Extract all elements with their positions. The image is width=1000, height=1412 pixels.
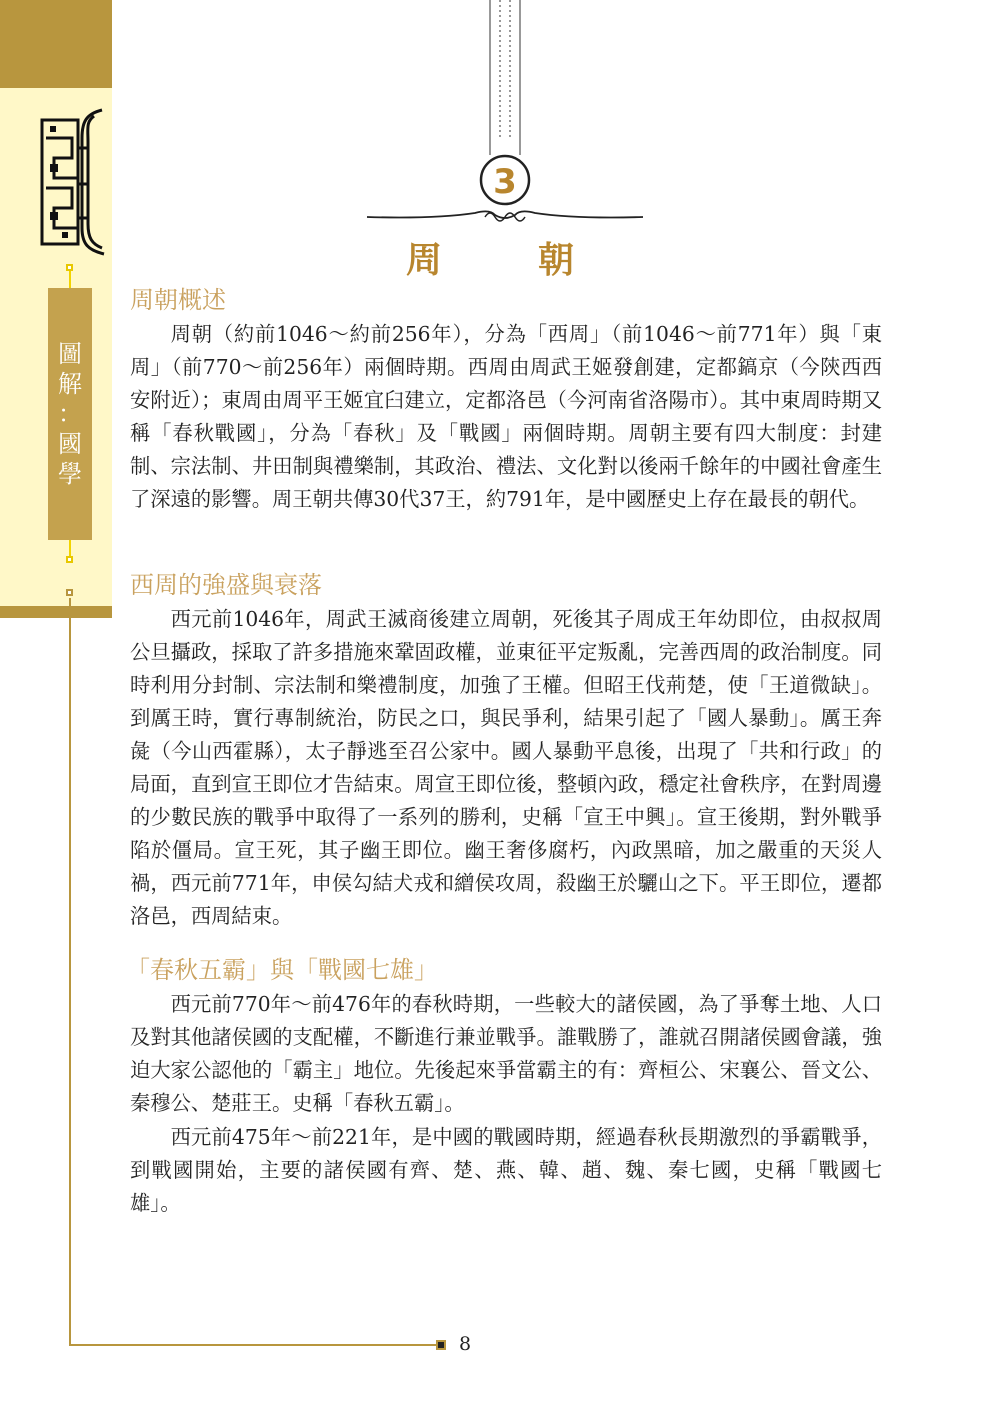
paragraph: 西元前770年～前476年的春秋時期，一些較大的諸侯國，為了爭奪土地、人口及對其他諸侯國的支配權，不斷進行兼並戰爭。誰戰勝了，誰就召開諸侯國會議，強迫大家公認他的「霸主」地位。先後起來爭當霸主的有：齊桓公、宋襄公、晉文公、秦穆公、楚莊王。史稱「春秋五霸」。 bbox=[130, 992, 882, 1115]
label-char: ： bbox=[58, 400, 82, 428]
line-marker bbox=[66, 589, 73, 596]
label-char: 解 bbox=[58, 370, 82, 398]
page-number-marker bbox=[436, 1340, 446, 1350]
chapter-number-ornament bbox=[440, 0, 570, 240]
page-number: 8 bbox=[459, 1333, 472, 1355]
page-border-line bbox=[69, 598, 71, 1346]
line-marker bbox=[66, 556, 73, 563]
section-heading: 「春秋五霸」與「戰國七雄」 bbox=[126, 956, 438, 984]
paragraph: 西元前475年～前221年，是中國的戰國時期，經過春秋長期激烈的爭霸戰爭，到戰國開始，主要的諸侯國有齊、楚、燕、韓、趙、魏、秦七國，史稱「戰國七雄」。 bbox=[130, 1125, 882, 1215]
section-heading: 西周的強盛與衰落 bbox=[130, 571, 322, 599]
label-char: 學 bbox=[58, 460, 82, 488]
flourish-divider-icon bbox=[365, 205, 645, 227]
chapter-title: 周 朝 bbox=[405, 240, 604, 281]
label-char: 圖 bbox=[58, 340, 82, 368]
paragraph: 周朝（約前1046～約前256年），分為「西周」（前1046～前771年）與「東周」（前770～前256年）兩個時期。西周由周武王姬發創建，定都鎬京（今陝西西安附近）；東周由周平王姬宜臼建立，定都洛邑（今河南省洛陽市）。其中東周時期又稱「春秋戰國」，分為「春秋」及「戰國」兩個時期。周朝主要有四大制度：封建制、宗法制、井田制與禮樂制，其政治、禮法、文化對以後兩千餘年的中國社會產生了深遠的影響。周王朝共傳30代37王，約791年，是中國歷史上存在最長的朝代。 bbox=[130, 322, 882, 511]
footer-line bbox=[69, 1344, 441, 1346]
sidebar-bottom-band bbox=[0, 606, 112, 618]
book-series-label bbox=[48, 288, 92, 540]
corner-gold-block bbox=[0, 0, 112, 88]
section-heading: 周朝概述 bbox=[130, 286, 226, 314]
paragraph: 西元前1046年，周武王滅商後建立周朝，死後其子周成王年幼即位，由叔叔周公旦攝政，採取了許多措施來鞏固政權，並東征平定叛亂，完善西周的政治制度。同時利用分封制、宗法制和樂禮制度，加強了王權。但昭王伐荊楚，使「王道微缺」。到厲王時，實行專制統治，防民之口，與民爭利，結果引起了「國人暴動」。厲王奔彘（今山西霍縣），太子靜逃至召公家中。國人暴動平息後，出現了「共和行政」的局面，直到宣王即位才告結束。周宣王即位後，整頓內政，穩定社會秩序，在對周邊的少數民族的戰爭中取得了一系列的勝利，史稱「宣王中興」。宣王後期，對外戰爭陷於僵局。宣王死，其子幽王即位。幽王奢侈腐朽，內政黑暗，加之嚴重的天災人禍，西元前771年，申侯勾結犬戎和繒侯攻周，殺幽王於驪山之下。平王即位，遷都洛邑，西周結束。 bbox=[130, 607, 882, 928]
label-char: 國 bbox=[58, 430, 82, 458]
chapter-number: 3 bbox=[493, 162, 517, 202]
